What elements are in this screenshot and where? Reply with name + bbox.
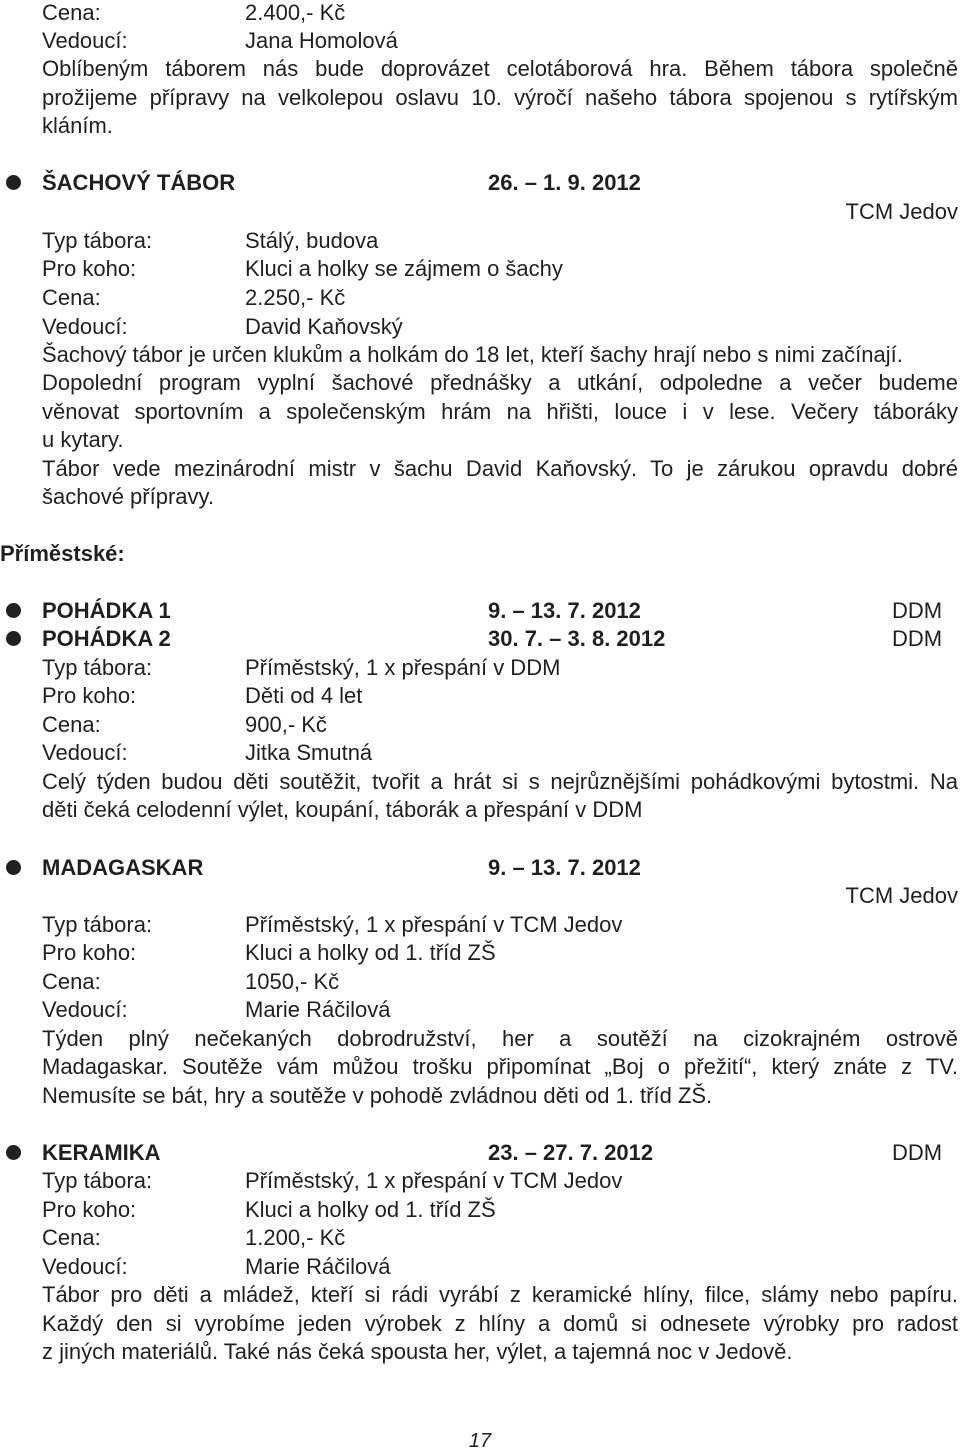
cena-value: 900,- Kč bbox=[245, 712, 327, 737]
pro-label: Pro koho: bbox=[42, 1197, 137, 1222]
camp-place: DDM bbox=[892, 598, 943, 623]
bullet-icon bbox=[6, 175, 21, 190]
typ-label: Typ tábora: bbox=[42, 655, 153, 680]
description-line: šachové přípravy. bbox=[42, 484, 215, 509]
description-line: Šachový tábor je určen klukům a holkám do 18 let, kteří šachy hrají nebo s nimi začínají. bbox=[42, 342, 903, 367]
vedouci-label: Vedoucí: bbox=[42, 1254, 128, 1279]
vedouci-value: Marie Ráčilová bbox=[245, 1254, 391, 1279]
typ-label: Typ tábora: bbox=[42, 228, 153, 253]
section-heading: Příměstské: bbox=[0, 541, 125, 566]
typ-label: Typ tábora: bbox=[42, 1168, 153, 1193]
typ-value: Příměstský, 1 x přespání v DDM bbox=[245, 655, 561, 680]
pro-value: Kluci a holky se zájmem o šachy bbox=[245, 256, 563, 281]
pro-value: Kluci a holky od 1. tříd ZŠ bbox=[245, 1197, 496, 1222]
vedouci-value: Jana Homolová bbox=[245, 28, 398, 53]
typ-value: Příměstský, 1 x přespání v TCM Jedov bbox=[245, 912, 623, 937]
description-line: Tábor vede mezinárodní mistr v šachu David Kaňovský. To je zárukou opravdu dobré bbox=[42, 456, 958, 481]
camp-title: POHÁDKA 1 bbox=[42, 598, 171, 623]
vedouci-value: Jitka Smutná bbox=[245, 740, 373, 765]
vedouci-value: Marie Ráčilová bbox=[245, 997, 391, 1022]
description-line: u kytary. bbox=[42, 427, 124, 452]
cena-label: Cena: bbox=[42, 969, 101, 994]
camp-title: POHÁDKA 2 bbox=[42, 626, 171, 651]
bullet-icon bbox=[6, 631, 21, 646]
vedouci-label: Vedoucí: bbox=[42, 314, 128, 339]
description-line: Dopolední program vyplní šachové přednášky a utkání, odpoledne a večer budeme bbox=[42, 370, 958, 395]
cena-label: Cena: bbox=[42, 712, 101, 737]
description-line: z jiných materiálů. Také nás čeká spousta her, výlet, a tajemná noc v Jedově. bbox=[42, 1339, 793, 1364]
cena-value: 2.250,- Kč bbox=[245, 285, 346, 310]
camp-place: DDM bbox=[892, 1140, 943, 1165]
pro-value: Děti od 4 let bbox=[245, 683, 363, 708]
camp-place: DDM bbox=[892, 626, 943, 651]
camp-place: TCM Jedov bbox=[845, 199, 958, 224]
vedouci-label: Vedoucí: bbox=[42, 997, 128, 1022]
description-line: Týden plný nečekaných dobrodružství, her a soutěží na cizokrajném ostrově bbox=[42, 1026, 958, 1051]
description-line: Celý týden budou děti soutěžit, tvořit a hrát si s nejrůznějšími pohádkovými bytostmi. Na bbox=[42, 769, 958, 794]
description-line: prožijeme přípravy na velkolepou oslavu 10. výročí našeho tábora spojenou s rytířským bbox=[42, 85, 958, 110]
description-line: Tábor pro děti a mládež, kteří si rádi vyrábí z keramické hlíny, filce, slámy nebo papíru. bbox=[42, 1282, 958, 1307]
description-line: Nemusíte se bát, hry a soutěže v pohodě zvládnou děti od 1. tříd ZŠ. bbox=[42, 1083, 713, 1108]
pro-label: Pro koho: bbox=[42, 256, 137, 281]
camp-title: MADAGASKAR bbox=[42, 855, 204, 880]
bullet-icon bbox=[6, 1145, 21, 1160]
cena-label: Cena: bbox=[42, 1225, 101, 1250]
pro-value: Kluci a holky od 1. tříd ZŠ bbox=[245, 940, 496, 965]
cena-label: Cena: bbox=[42, 285, 101, 310]
description-line: děti čeká celodenní výlet, koupání, táborák a přespání v DDM bbox=[42, 797, 643, 822]
camp-title: KERAMIKA bbox=[42, 1140, 161, 1165]
camp-date: 9. – 13. 7. 2012 bbox=[488, 598, 641, 623]
bullet-icon bbox=[6, 603, 21, 618]
cena-value: 2.400,- Kč bbox=[245, 0, 346, 25]
typ-label: Typ tábora: bbox=[42, 912, 153, 937]
cena-value: 1.200,- Kč bbox=[245, 1225, 346, 1250]
camp-date: 9. – 13. 7. 2012 bbox=[488, 855, 641, 880]
page-number: 17 bbox=[468, 1430, 492, 1452]
bullet-icon bbox=[6, 860, 21, 875]
camp-title: ŠACHOVÝ TÁBOR bbox=[42, 170, 236, 195]
description-line: Oblíbeným táborem nás bude doprovázet celotáborová hra. Během tábora společně bbox=[42, 56, 958, 81]
typ-value: Příměstský, 1 x přespání v TCM Jedov bbox=[245, 1168, 623, 1193]
camp-date: 23. – 27. 7. 2012 bbox=[488, 1140, 654, 1165]
vedouci-label: Vedoucí: bbox=[42, 740, 128, 765]
description-line: kláním. bbox=[42, 113, 113, 138]
description-line: Madagaskar. Soutěže vám můžou trošku připomínat „Boj o přežití“, který znáte z TV. bbox=[42, 1054, 958, 1079]
cena-label: Cena: bbox=[42, 0, 101, 25]
camp-date: 30. 7. – 3. 8. 2012 bbox=[488, 626, 666, 651]
description-line: Každý den si vyrobíme jeden výrobek z hlíny a domů si odnesete výrobky pro radost bbox=[42, 1311, 958, 1336]
typ-value: Stálý, budova bbox=[245, 228, 379, 253]
description-line: věnovat sportovním a společenským hrám na hřišti, louce i v lese. Večery táboráky bbox=[42, 399, 958, 424]
cena-value: 1050,- Kč bbox=[245, 969, 340, 994]
camp-date: 26. – 1. 9. 2012 bbox=[488, 170, 641, 195]
camp-place: TCM Jedov bbox=[845, 883, 958, 908]
vedouci-value: David Kaňovský bbox=[245, 314, 403, 339]
vedouci-label: Vedoucí: bbox=[42, 28, 128, 53]
pro-label: Pro koho: bbox=[42, 940, 137, 965]
pro-label: Pro koho: bbox=[42, 683, 137, 708]
